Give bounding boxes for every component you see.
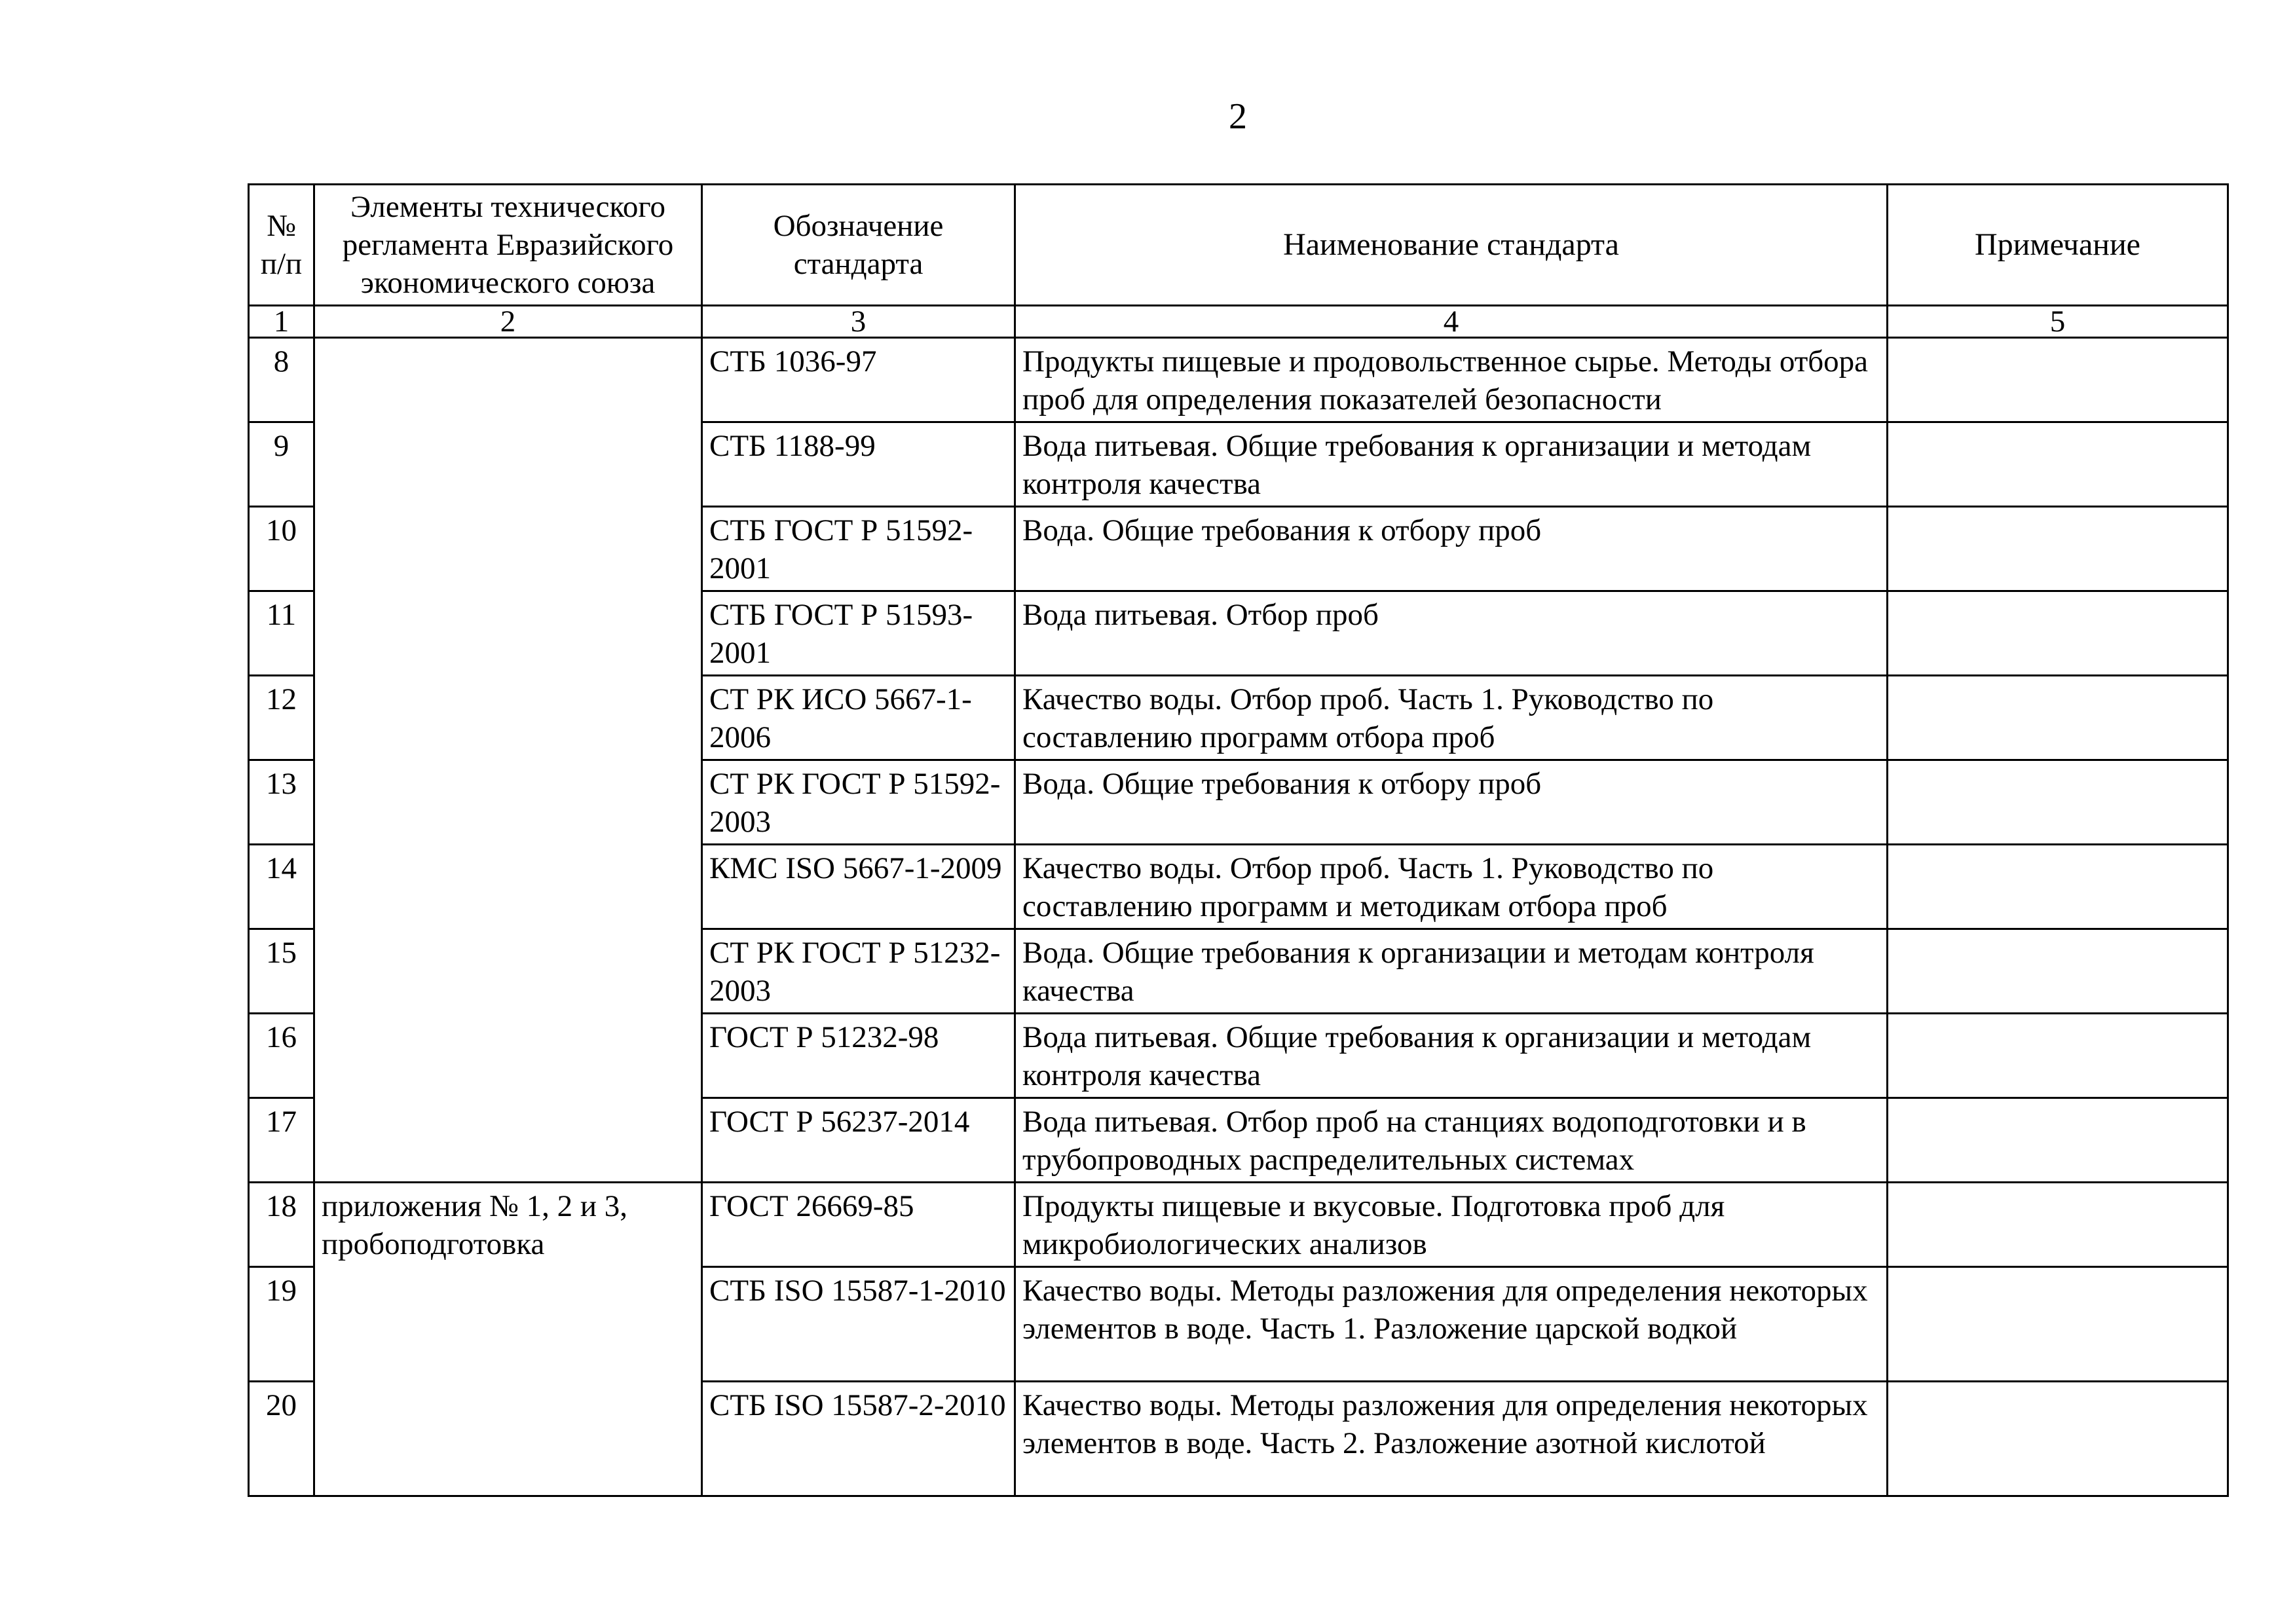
- header-note: Примечание: [1888, 185, 2228, 306]
- row-note: [1888, 422, 2228, 507]
- row-designation: СТБ 1036-97: [702, 338, 1015, 422]
- header-name: Наименование стандарта: [1015, 185, 1888, 306]
- row-standard-name: Качество воды. Отбор проб. Часть 1. Руководство по составлению программ и методикам отбора проб: [1015, 845, 1888, 929]
- header-element: Элементы технического регламента Евразийского экономического союза: [314, 185, 702, 306]
- row-standard-name: Вода. Общие требования к организации и методам контроля качества: [1015, 929, 1888, 1014]
- row-designation: СТ РК ИСО 5667-1-2006: [702, 676, 1015, 760]
- row-note: [1888, 507, 2228, 591]
- row-standard-name: Вода. Общие требования к отбору проб: [1015, 507, 1888, 591]
- column-number: 5: [1888, 306, 2228, 338]
- row-note: [1888, 338, 2228, 422]
- row-note: [1888, 845, 2228, 929]
- row-standard-name: Продукты пищевые и вкусовые. Подготовка проб для микробиологических анализов: [1015, 1183, 1888, 1267]
- row-number: 8: [249, 338, 314, 422]
- standards-table: [248, 183, 2229, 1497]
- column-number: 1: [249, 306, 314, 338]
- row-note: [1888, 1183, 2228, 1267]
- row-note: [1888, 1382, 2228, 1496]
- row-number: 20: [249, 1382, 314, 1496]
- row-designation: ГОСТ 26669-85: [702, 1183, 1015, 1267]
- row-note: [1888, 676, 2228, 760]
- row-designation: ГОСТ Р 51232-98: [702, 1014, 1015, 1098]
- column-numbers-row: [249, 306, 2228, 338]
- row-standard-name: Качество воды. Методы разложения для определения некоторых элементов в воде. Часть 2. Разложение азотной кислотой: [1015, 1382, 1888, 1496]
- row-designation: СТ РК ГОСТ Р 51232-2003: [702, 929, 1015, 1014]
- row-standard-name: Вода питьевая. Общие требования к организации и методам контроля качества: [1015, 422, 1888, 507]
- row-note: [1888, 760, 2228, 845]
- row-designation: СТБ ISO 15587-1-2010: [702, 1267, 1015, 1382]
- row-number: 9: [249, 422, 314, 507]
- element-cell-sample-prep: приложения № 1, 2 и 3, пробоподготовка: [314, 1183, 702, 1496]
- row-number: 17: [249, 1098, 314, 1183]
- row-note: [1888, 929, 2228, 1014]
- row-standard-name: Продукты пищевые и продовольственное сырье. Методы отбора проб для определения показателей безопасности: [1015, 338, 1888, 422]
- table-row: [249, 1183, 2228, 1267]
- row-designation: СТБ ISO 15587-2-2010: [702, 1382, 1015, 1496]
- table-row: [249, 338, 2228, 422]
- row-number: 11: [249, 591, 314, 676]
- page-number: 2: [1229, 96, 1247, 137]
- row-designation: СТБ ГОСТ Р 51592-2001: [702, 507, 1015, 591]
- row-number: 12: [249, 676, 314, 760]
- element-cell-empty: [314, 338, 702, 1183]
- row-note: [1888, 1098, 2228, 1183]
- row-number: 10: [249, 507, 314, 591]
- header-num: № п/п: [249, 185, 314, 306]
- row-designation: КМС ISO 5667-1-2009: [702, 845, 1015, 929]
- column-number: 3: [702, 306, 1015, 338]
- column-number: 4: [1015, 306, 1888, 338]
- row-standard-name: Качество воды. Методы разложения для определения некоторых элементов в воде. Часть 1. Разложение царской водкой: [1015, 1267, 1888, 1382]
- row-standard-name: Качество воды. Отбор проб. Часть 1. Руководство по составлению программ отбора проб: [1015, 676, 1888, 760]
- row-designation: СТБ 1188-99: [702, 422, 1015, 507]
- column-number: 2: [314, 306, 702, 338]
- row-designation: СТБ ГОСТ Р 51593-2001: [702, 591, 1015, 676]
- header-designation: Обозначение стандарта: [702, 185, 1015, 306]
- row-number: 13: [249, 760, 314, 845]
- row-number: 15: [249, 929, 314, 1014]
- row-note: [1888, 1267, 2228, 1382]
- row-designation: ГОСТ Р 56237-2014: [702, 1098, 1015, 1183]
- header-row: [249, 185, 2228, 306]
- row-number: 16: [249, 1014, 314, 1098]
- row-standard-name: Вода питьевая. Отбор проб на станциях водоподготовки и в трубопроводных распределительных системах: [1015, 1098, 1888, 1183]
- row-standard-name: Вода. Общие требования к отбору проб: [1015, 760, 1888, 845]
- row-note: [1888, 591, 2228, 676]
- row-designation: СТ РК ГОСТ Р 51592-2003: [702, 760, 1015, 845]
- row-number: 18: [249, 1183, 314, 1267]
- row-note: [1888, 1014, 2228, 1098]
- row-standard-name: Вода питьевая. Отбор проб: [1015, 591, 1888, 676]
- row-standard-name: Вода питьевая. Общие требования к организации и методам контроля качества: [1015, 1014, 1888, 1098]
- row-number: 14: [249, 845, 314, 929]
- row-number: 19: [249, 1267, 314, 1382]
